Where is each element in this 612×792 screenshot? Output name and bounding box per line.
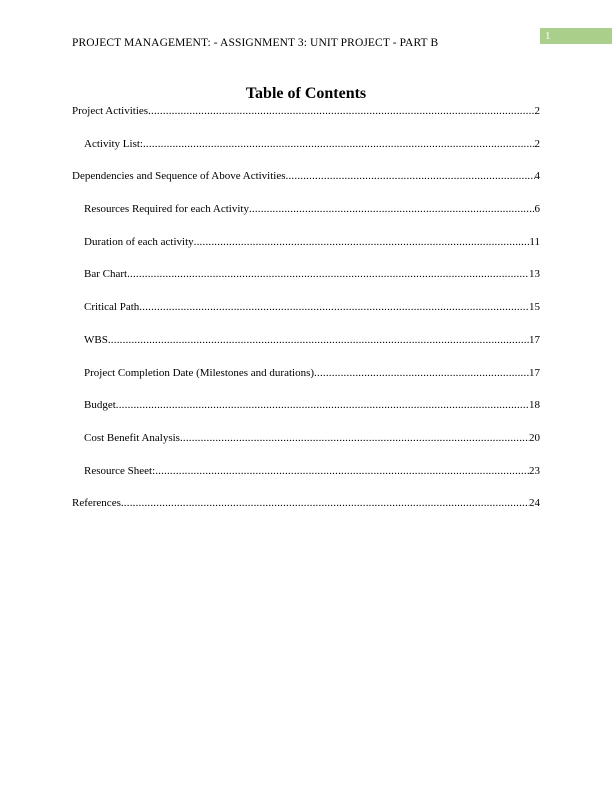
toc-entry-dependencies[interactable] xyxy=(72,168,540,201)
toc-entry-resources-required[interactable] xyxy=(72,201,540,234)
toc-entry-page: 11 xyxy=(529,235,540,248)
toc-dot-leader xyxy=(121,495,529,511)
toc-entry-title: Project Activities xyxy=(72,105,149,117)
toc-entry-activity-list[interactable] xyxy=(72,136,540,169)
table-of-contents xyxy=(72,103,540,528)
toc-dot-leader xyxy=(286,168,535,184)
toc-entry-title: Activity List: xyxy=(84,137,143,150)
toc-entry-page: 6 xyxy=(534,203,540,216)
toc-dot-leader xyxy=(143,136,535,152)
toc-entry-page: 2 xyxy=(534,105,540,117)
toc-dot-leader xyxy=(139,299,529,315)
toc-dot-leader xyxy=(194,234,530,250)
toc-entry-page: 15 xyxy=(529,301,540,314)
toc-entry-page: 2 xyxy=(534,137,540,150)
toc-entry-wbs[interactable] xyxy=(72,332,540,365)
toc-heading: Table of Contents xyxy=(245,85,367,102)
toc-entry-page: 13 xyxy=(529,268,540,281)
toc-entry-page: 23 xyxy=(529,464,540,477)
toc-entry-title: Critical Path xyxy=(84,301,140,314)
toc-dot-leader xyxy=(155,463,529,479)
toc-dot-leader xyxy=(180,430,529,446)
toc-entry-title: Resource Sheet: xyxy=(84,464,156,477)
toc-entry-title: WBS xyxy=(84,333,108,346)
page-number-badge: 1 xyxy=(540,28,612,44)
toc-entry-page: 20 xyxy=(529,431,540,444)
toc-entry-title: Duration of each activity xyxy=(84,235,194,248)
toc-entry-cost-benefit[interactable] xyxy=(72,430,540,463)
toc-entry-completion-date[interactable] xyxy=(72,365,540,398)
toc-entry-references[interactable] xyxy=(72,495,540,528)
toc-entry-page: 4 xyxy=(534,170,540,183)
toc-entry-page: 24 xyxy=(529,497,540,510)
toc-entry-bar-chart[interactable] xyxy=(72,266,540,299)
toc-entry-resource-sheet[interactable] xyxy=(72,463,540,496)
toc-entry-page: 18 xyxy=(529,399,540,412)
toc-dot-leader xyxy=(148,103,534,119)
toc-entry-title: References xyxy=(72,497,121,510)
toc-dot-leader xyxy=(116,397,529,413)
toc-dot-leader xyxy=(314,365,529,381)
toc-dot-leader xyxy=(249,201,535,217)
toc-entry-title: Bar Chart xyxy=(84,268,128,281)
toc-entry-budget[interactable] xyxy=(72,397,540,430)
running-header: PROJECT MANAGEMENT: - ASSIGNMENT 3: UNIT PROJECT - PART B xyxy=(72,37,439,49)
toc-entry-title: Resources Required for each Activity xyxy=(84,203,249,216)
toc-entry-critical-path[interactable] xyxy=(72,299,540,332)
toc-entry-page: 17 xyxy=(529,366,540,379)
toc-entry-project-activities[interactable] xyxy=(72,103,540,136)
toc-entry-title: Budget xyxy=(84,399,116,412)
toc-entry-title: Dependencies and Sequence of Above Activities xyxy=(72,170,286,183)
toc-dot-leader xyxy=(127,266,529,282)
toc-entry-page: 17 xyxy=(529,333,540,346)
toc-entry-title: Project Completion Date (Milestones and durations) xyxy=(84,366,315,379)
toc-entry-duration[interactable] xyxy=(72,234,540,267)
toc-dot-leader xyxy=(108,332,529,348)
toc-entry-title: Cost Benefit Analysis xyxy=(84,431,180,444)
